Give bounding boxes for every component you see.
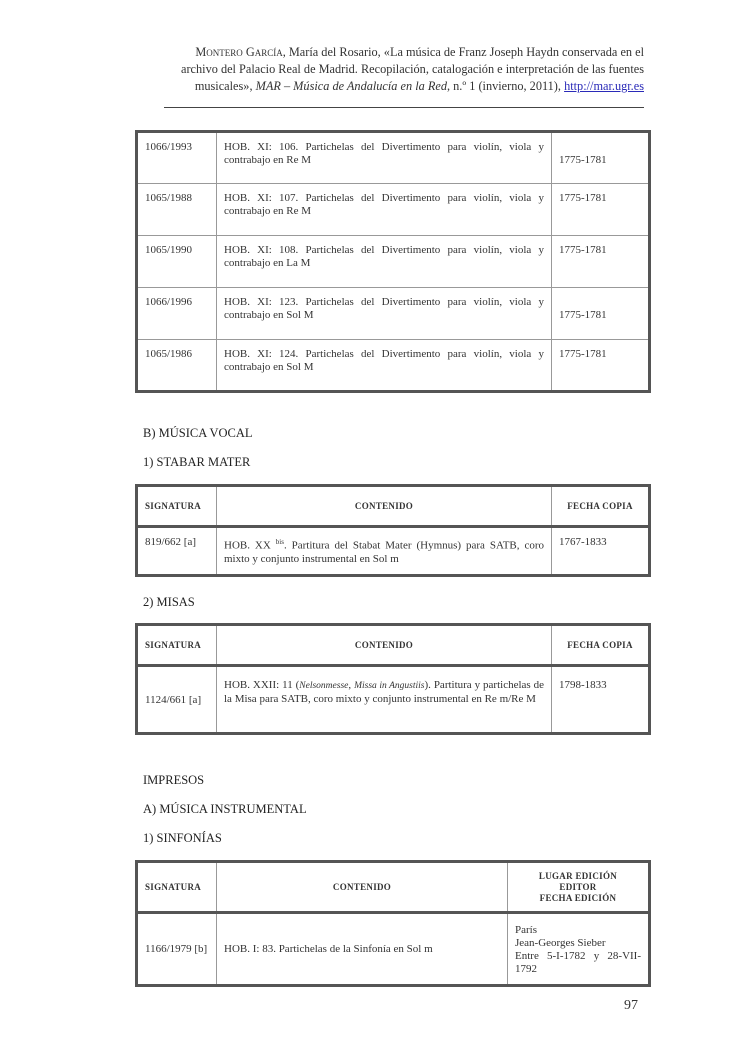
fecha-cell: 1775-1781 [552, 288, 650, 340]
contenido-cell: HOB. XI: 108. Partichelas del Divertimento para violín, viola y contrabajo en La M [217, 236, 552, 288]
lugar-header: LUGAR EDICIÓN [538, 870, 618, 881]
fecha-cell: 1775-1781 [552, 236, 650, 288]
signatura-cell: 1066/1993 [137, 132, 217, 184]
section-heading: IMPRESOS [143, 773, 205, 787]
citation-text: , María del Rosario, «La música de Franz Joseph Haydn conservada en el archivo del Palacio Real de Madrid. Recopilación, catalogación e interpretación de las fuentes musicales», [181, 45, 644, 93]
journal-link[interactable]: http://mar.ugr.es [564, 79, 644, 93]
signatura-header: SIGNATURA [137, 862, 217, 913]
fecha-copia-header: FECHA COPIA [552, 625, 650, 666]
subsection-heading: 1) SINFONÍAS [143, 831, 222, 845]
subsection-heading: 2) MISAS [143, 595, 195, 609]
contenido-text: HOB. XX [224, 539, 271, 552]
signatura-cell: 1066/1996 [137, 288, 217, 340]
signatura-cell: 819/662 [a] [137, 527, 217, 576]
table-row [137, 132, 650, 184]
edicion-header [508, 862, 650, 913]
fecha-cell: 1798-1833 [552, 666, 650, 734]
page-number: 97 [624, 998, 638, 1013]
signatura-cell: 1065/1988 [137, 184, 217, 236]
fecha-copia-header: FECHA COPIA [552, 486, 650, 527]
table-row [137, 340, 650, 392]
edicion-cell [508, 913, 650, 986]
contenido-text: . Partitura del Stabat Mater (Hymnus) para SATB, coro mixto y conjunto instrumental en Sol m [224, 539, 545, 565]
fecha-cell: 1775-1781 [552, 132, 650, 184]
contenido-header: CONTENIDO [217, 625, 552, 666]
signatura-cell: 1065/1990 [137, 236, 217, 288]
contenido-cell: HOB. XI: 123. Partichelas del Divertimento para violín, viola y contrabajo en Sol M [217, 288, 552, 340]
contenido-cell [217, 527, 552, 576]
lugar-text: París [515, 924, 537, 936]
header-divider [164, 107, 644, 108]
contenido-cell: HOB. I: 83. Partichelas de la Sinfonía en Sol m [217, 913, 508, 986]
table-row [137, 288, 650, 340]
editor-text: Jean-Georges Sieber [515, 937, 606, 949]
stabat-mater-table [135, 484, 651, 577]
author-surname: Montero García [195, 45, 283, 59]
divertimentos-table [135, 130, 651, 393]
table-header-row [137, 486, 650, 527]
subsection-heading: 1) STABAR MATER [143, 455, 251, 469]
issue-text: , n.º 1 (invierno, 2011), [446, 79, 561, 93]
fecha-cell: 1775-1781 [552, 184, 650, 236]
contenido-cell [217, 666, 552, 734]
table-row [137, 184, 650, 236]
signatura-cell: 1065/1986 [137, 340, 217, 392]
table-header-row [137, 625, 650, 666]
contenido-text: , [348, 679, 355, 691]
fecha-edicion-header: FECHA EDICIÓN [539, 892, 617, 903]
signatura-header: SIGNATURA [137, 486, 217, 527]
editor-header: EDITOR [559, 881, 597, 892]
contenido-header: CONTENIDO [217, 862, 508, 913]
contenido-header: CONTENIDO [217, 486, 552, 527]
fecha-cell: 1767-1833 [552, 527, 650, 576]
table-row [137, 913, 650, 986]
fecha-cell: 1775-1781 [552, 340, 650, 392]
sinfonias-table [135, 860, 651, 987]
work-title: Nelsonmesse [299, 681, 349, 691]
contenido-cell: HOB. XI: 106. Partichelas del Divertimento para violín, viola y contrabajo en Re M [217, 132, 552, 184]
journal-title: MAR – Música de Andalucía en la Red [255, 79, 447, 93]
superscript: bis [275, 538, 284, 546]
fecha-edicion-text: Entre 5-I-1782 y 28-VII-1792 [515, 950, 641, 975]
table-row [137, 666, 650, 734]
section-heading: B) MÚSICA VOCAL [143, 426, 253, 440]
work-title: Missa in Angustiis [354, 681, 425, 691]
misas-table [135, 623, 651, 735]
section-heading: A) MÚSICA INSTRUMENTAL [143, 802, 307, 816]
signatura-cell: 1166/1979 [b] [137, 913, 217, 986]
contenido-text: ). Partitura y partichelas de la Misa para SATB, coro mixto y conjunto instrumental en Re m/Re M [224, 679, 545, 705]
citation-header [160, 44, 644, 95]
signatura-cell: 1124/661 [a] [137, 666, 217, 734]
table-row [137, 527, 650, 576]
contenido-cell: HOB. XI: 107. Partichelas del Divertimento para violín, viola y contrabajo en Re M [217, 184, 552, 236]
contenido-text: HOB. XXII: 11 ( [224, 679, 300, 691]
signatura-header: SIGNATURA [137, 625, 217, 666]
table-row [137, 236, 650, 288]
table-header-row [137, 862, 650, 913]
contenido-cell: HOB. XI: 124. Partichelas del Divertimento para violín, viola y contrabajo en Sol M [217, 340, 552, 392]
